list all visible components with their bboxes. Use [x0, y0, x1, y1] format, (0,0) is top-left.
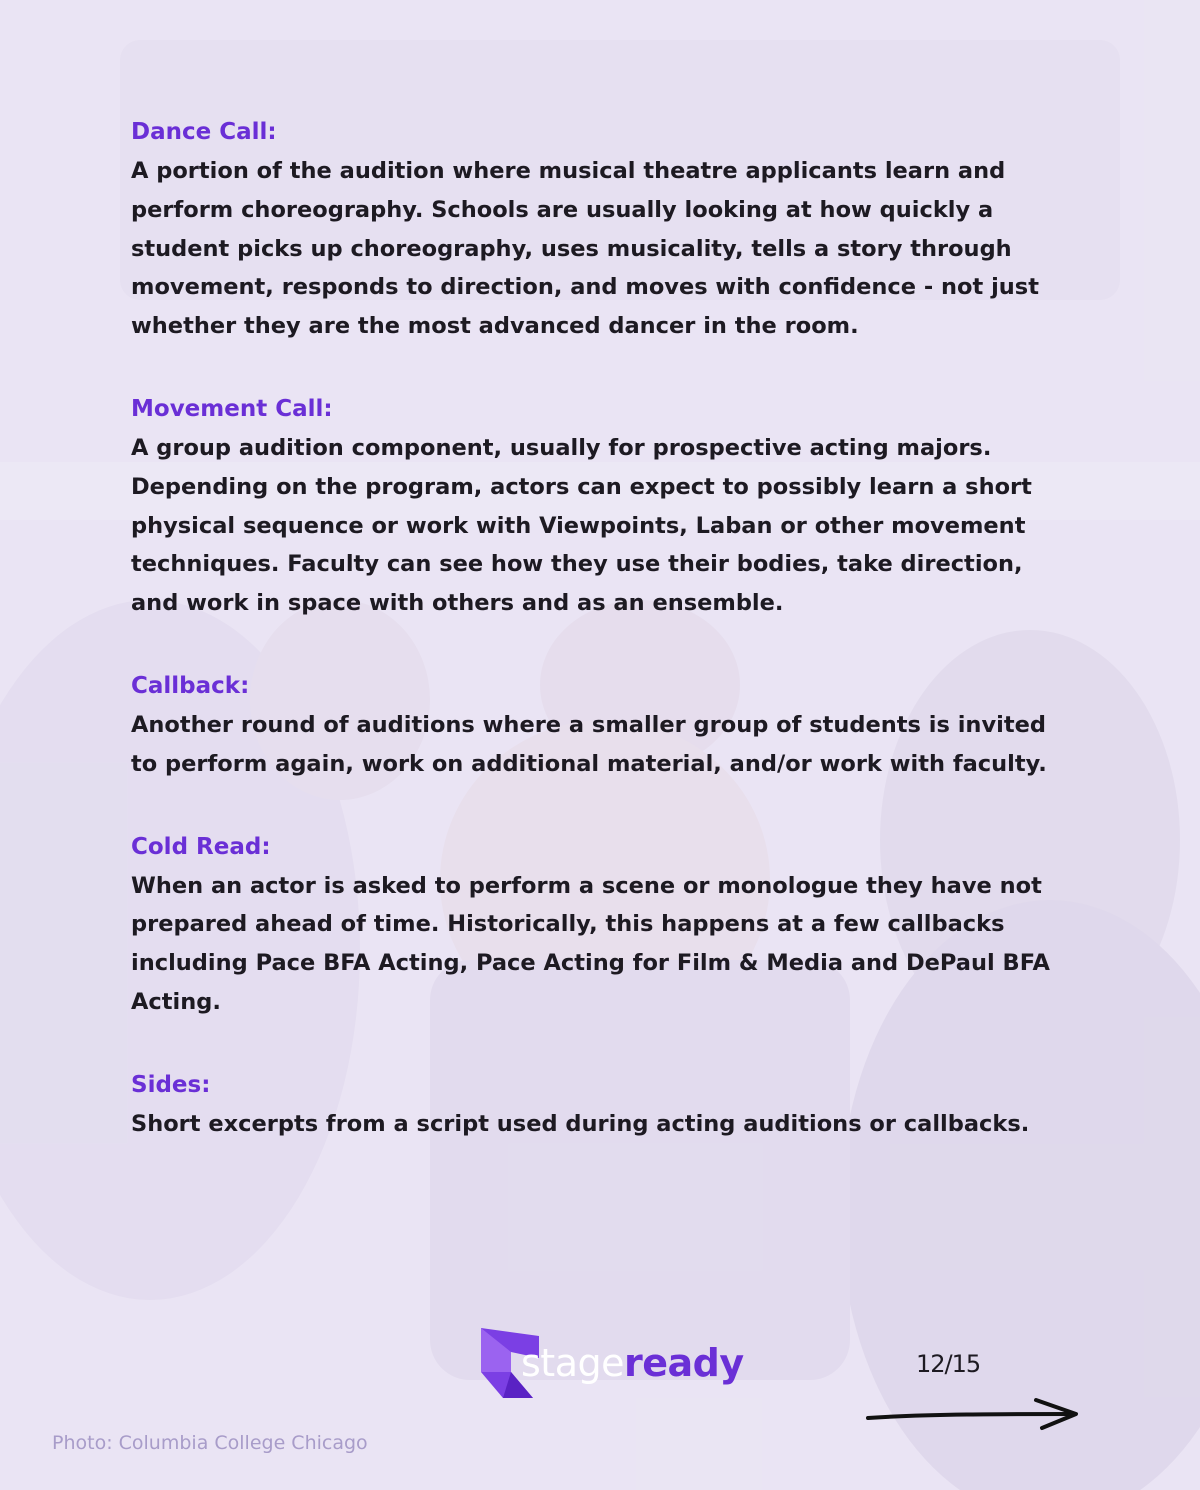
term-definition: A portion of the audition where musical theatre applicants learn and perform choreography. Schools are usually looking at how quickly a student picks up choreography, uses musicality, tells a story through movement, responds to direction, and moves with confidence - not just whether they are the most advanced dancer in the room. [131, 158, 1039, 340]
term-definition: Short excerpts from a script used during acting auditions or callbacks. [131, 1110, 1030, 1137]
term-movement-call [131, 390, 1076, 623]
logo-text-bold: ready [623, 1341, 744, 1385]
term-cold-read [131, 828, 1076, 1022]
term-title: Sides: [131, 1071, 211, 1098]
arrow-right-icon[interactable] [866, 1394, 1082, 1434]
term-callback [131, 667, 1076, 784]
glossary [131, 113, 1076, 1188]
term-title: Callback: [131, 672, 250, 699]
page-number: 12/15 [916, 1350, 981, 1378]
term-definition: A group audition component, usually for prospective acting majors. Depending on the program, actors can expect to possibly learn a short physical sequence or work with Viewpoints, Laban or other movement techniques. Faculty can see how they use their bodies, take direction, and work in space with others and as an ensemble. [131, 434, 1032, 617]
term-title: Movement Call: [131, 395, 333, 422]
term-dance-call [131, 113, 1076, 346]
logo-text-light: stage [521, 1341, 624, 1385]
term-definition: Another round of auditions where a smaller group of students is invited to perform again, work on additional material, and/or work with faculty. [131, 711, 1047, 777]
logo-wordmark [521, 1340, 744, 1386]
term-sides [131, 1066, 1076, 1144]
photo-credit: Photo: Columbia College Chicago [52, 1432, 368, 1454]
term-title: Dance Call: [131, 119, 277, 145]
term-title: Cold Read: [131, 833, 271, 860]
stageready-logo [481, 1328, 744, 1398]
term-definition: When an actor is asked to perform a scene or monologue they have not prepared ahead of time. Historically, this happens at a few callbacks including Pace BFA Acting, Pace Acting for Film & Media and DePaul BFA Acting. [131, 872, 1050, 1015]
